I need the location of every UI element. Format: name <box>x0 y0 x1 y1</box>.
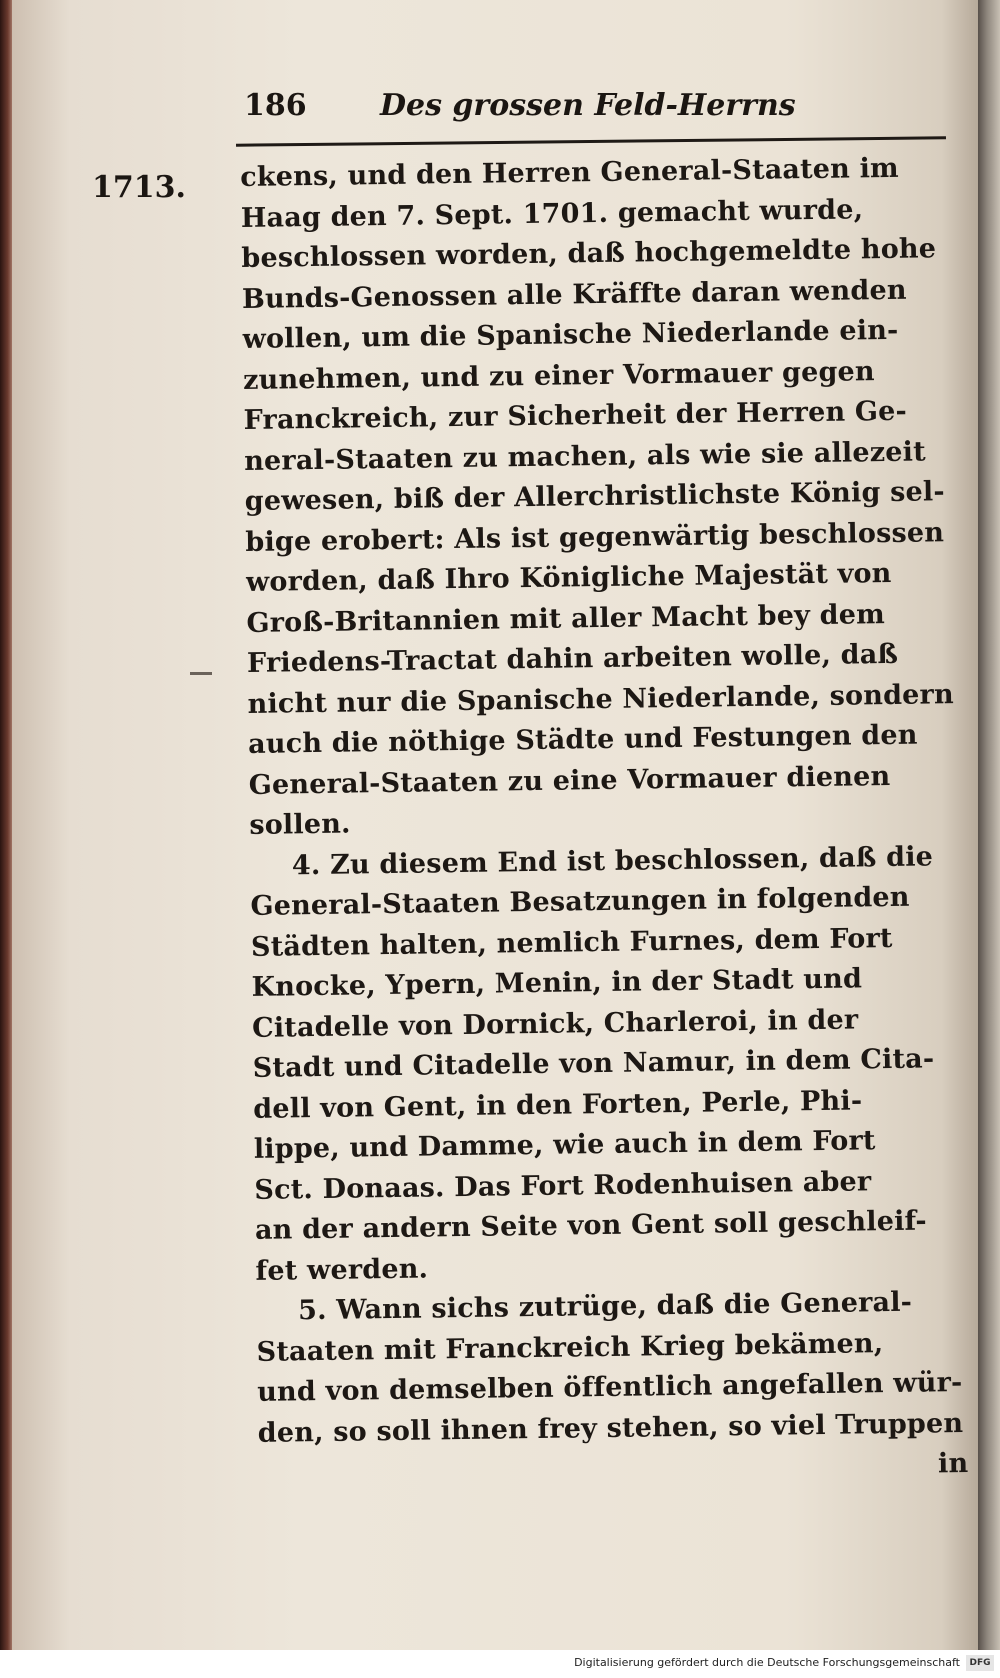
text-line: dell von Gent, in den Forten, Perle, Phi- <box>253 1084 863 1125</box>
margin-year-note: 1713. <box>92 170 186 205</box>
text-line: Stadt und Citadelle von Namur, in dem Cita- <box>252 1043 935 1084</box>
text-line: den, so soll ihnen frey stehen, so viel Truppen <box>257 1407 964 1449</box>
text-line: bige erobert: Als ist gegenwärtig beschlossen <box>245 516 945 558</box>
text-line: neral-Staaten zu machen, als wie sie allezeit <box>244 435 927 477</box>
text-line: ckens, und den Herren General-Staaten im <box>240 152 900 193</box>
text-line: zunehmen, und zu einer Vormauer gegen <box>242 355 875 396</box>
text-line: wollen, um die Spanische Niederlande ein- <box>242 314 899 355</box>
margin-mark <box>190 672 212 675</box>
paragraph-start-line: 5. Wann sichs zutrüge, daß die General- <box>297 1286 913 1327</box>
text-line: gewesen, biß der Allerchristlichste König sel- <box>244 476 945 517</box>
text-line: General-Staaten zu eine Vormauer dienen <box>248 760 891 801</box>
page-number: 186 <box>244 88 307 123</box>
text-line: an der andern Seite von Gent soll geschleif- <box>254 1205 928 1246</box>
catchword-line: in <box>937 1447 969 1480</box>
text-line: und von demselben öffentlich angefallen wür- <box>257 1367 963 1408</box>
text-line: Knocke, Ypern, Menin, in der Stadt und <box>251 963 863 1003</box>
footer-bar <box>0 1650 1000 1678</box>
text-line: Franckreich, zur Sicherheit der Herren Ge- <box>243 395 908 436</box>
text-line: Staaten mit Franckreich Krieg bekämen, <box>256 1327 884 1368</box>
dfg-logo-icon: DFG <box>966 1655 994 1671</box>
body-text <box>240 148 969 1494</box>
text-line: beschlossen worden, daß hochgemeldte hohe <box>241 233 937 274</box>
text-line: Groß-Britannien mit aller Macht bey dem <box>246 598 886 639</box>
text-line: auch die nöthige Städte und Festungen den <box>247 719 918 760</box>
text-line: General-Staaten Besatzungen in folgenden <box>250 881 910 922</box>
text-line: nicht nur die Spanische Niederlande, sondern <box>247 678 955 720</box>
text-line: Haag den 7. Sept. 1701. gemacht wurde, <box>240 193 864 234</box>
text-line: Sct. Donaas. Das Fort Rodenhuisen aber <box>254 1165 872 1206</box>
text-line: worden, daß Ihro Königliche Majestät von <box>245 557 892 598</box>
adjacent-page-edge <box>978 0 1000 1650</box>
footer-credit: Digitalisierung gefördert durch die Deutsche Forschungsgemeinschaft <box>574 1656 960 1669</box>
text-line: Citadelle von Dornick, Charleroi, in der <box>251 1003 859 1044</box>
paragraph-start-line: 4. Zu diesem End ist beschlossen, daß die <box>291 840 934 881</box>
text-line: Friedens-Tractat dahin arbeiten wolle, daß <box>246 638 899 679</box>
running-title: Des grossen Feld-Herrns <box>380 88 796 123</box>
text-line: Bunds-Genossen alle Kräffte daran wenden <box>241 274 907 315</box>
text-line: sollen. <box>249 808 351 841</box>
page-header <box>232 88 952 138</box>
text-line: Städten halten, nemlich Furnes, dem Fort <box>250 922 893 963</box>
text-line: lippe, und Damme, wie auch in dem Fort <box>253 1125 876 1165</box>
text-line: fet werden. <box>255 1252 429 1287</box>
